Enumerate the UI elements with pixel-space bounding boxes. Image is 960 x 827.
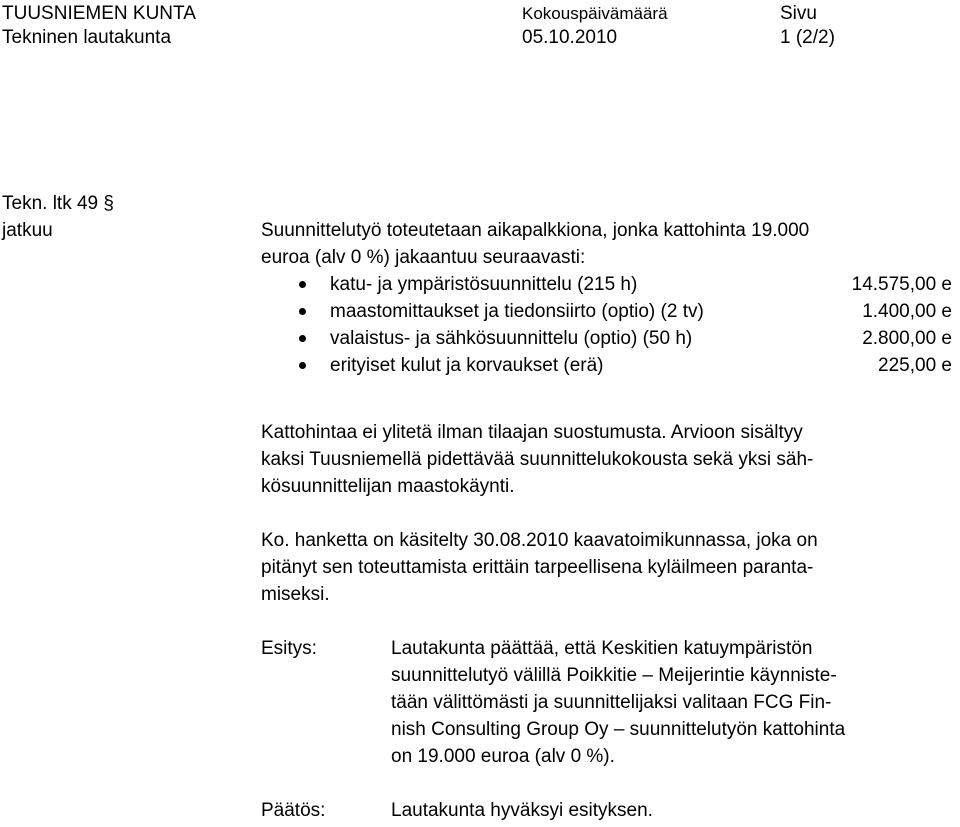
cost-item-amount: 1.400,00 e bbox=[862, 301, 952, 322]
committee-line: pitänyt sen toteuttamista erittäin tarpeellisena kyläilmeen paranta- bbox=[261, 557, 814, 578]
committee-line: miseksi. bbox=[261, 584, 330, 605]
cost-item bbox=[300, 325, 960, 352]
section-reference: Tekn. ltk 49 § bbox=[2, 193, 114, 214]
organization-name: TUUSNIEMEN KUNTA bbox=[2, 3, 196, 24]
meetings-paragraph bbox=[261, 446, 960, 500]
cost-item-label: katu- ja ympäristösuunnittelu (215 h) bbox=[330, 274, 638, 295]
cost-item bbox=[300, 298, 960, 325]
cost-item-amount: 14.575,00 e bbox=[851, 274, 952, 295]
bullet-icon bbox=[299, 362, 306, 369]
meeting-date-label: Kokouspäivämäärä bbox=[522, 4, 668, 23]
meetings-line: kaksi Tuusniemellä pidettävää suunnittelukokousta sekä yksi säh- bbox=[261, 449, 814, 470]
intro-line: Suunnittelutyö toteutetaan aikapalkkiona, jonka kattohinta 19.000 bbox=[261, 220, 810, 241]
ceiling-line: Kattohintaa ei ylitetä ilman tilaajan suostumusta. Arvioon sisältyy bbox=[261, 422, 803, 443]
committee-paragraph bbox=[261, 527, 960, 608]
bullet-icon bbox=[299, 308, 306, 315]
committee-line: Ko. hanketta on käsitelty 30.08.2010 kaavatoimikunnassa, joka on bbox=[261, 530, 818, 551]
proposal-line: nish Consulting Group Oy – suunnittelutyön kattohinta bbox=[391, 719, 846, 740]
meetings-line: kösuunnittelijan maastokäynti. bbox=[261, 476, 515, 497]
cost-item-label: erityiset kulut ja korvaukset (erä) bbox=[330, 355, 604, 376]
cost-item-label: valaistus- ja sähkösuunnittelu (optio) (50 h) bbox=[330, 328, 693, 349]
proposal-line: tään välittömästi ja suunnittelijaksi valitaan FCG Fin- bbox=[391, 692, 832, 713]
proposal-text bbox=[391, 635, 960, 770]
cost-breakdown-list bbox=[300, 271, 960, 379]
intro-line: euroa (alv 0 %) jakaantuu seuraavasti: bbox=[261, 247, 586, 268]
bullet-icon bbox=[299, 281, 306, 288]
bullet-icon bbox=[299, 335, 306, 342]
cost-item bbox=[300, 271, 960, 298]
decision-label: Päätös: bbox=[261, 800, 326, 821]
cost-item-amount: 2.800,00 e bbox=[862, 328, 952, 349]
proposal-line: Lautakunta päättää, että Keskitien katuympäristön bbox=[391, 638, 813, 659]
proposal-label: Esitys: bbox=[261, 638, 317, 659]
cost-item-label: maastomittaukset ja tiedonsiirto (optio) (2 tv) bbox=[330, 301, 704, 322]
proposal-line: suunnittelutyö välillä Poikkitie – Meijerintie käynniste- bbox=[391, 665, 837, 686]
proposal-line: on 19.000 euroa (alv 0 %). bbox=[391, 746, 615, 767]
ceiling-paragraph bbox=[261, 419, 960, 446]
section-continuation: jatkuu bbox=[2, 220, 53, 241]
page-label: Sivu bbox=[780, 3, 817, 24]
decision-text: Lautakunta hyväksyi esityksen. bbox=[391, 800, 653, 821]
board-name: Tekninen lautakunta bbox=[2, 27, 172, 48]
meeting-date: 05.10.2010 bbox=[522, 27, 618, 48]
cost-item bbox=[300, 352, 960, 379]
intro-paragraph bbox=[261, 217, 960, 271]
cost-item-amount: 225,00 e bbox=[878, 355, 952, 376]
page-number: 1 (2/2) bbox=[780, 27, 835, 48]
